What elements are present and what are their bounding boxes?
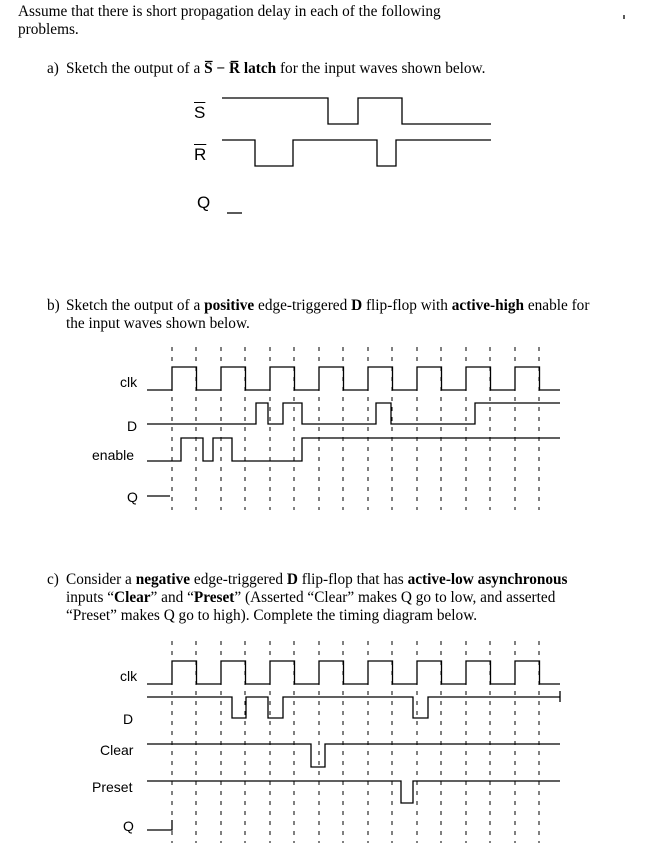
part-c-d-label: D (123, 711, 134, 727)
part-c-bold: negative (135, 571, 191, 588)
part-c-grid (172, 641, 539, 843)
part-c-bold: active-low asynchronous (407, 571, 568, 588)
part-a-text-1: Sketch the output of a (66, 60, 205, 77)
part-c-text: ” (Asserted “Clear” makes Q go to low, and asserted (234, 589, 556, 606)
part-c-q-initial (147, 820, 172, 830)
part-b-enable-label: enable (92, 447, 135, 463)
part-b-grid (172, 347, 539, 510)
part-b-q-label: Q (127, 489, 138, 505)
part-b-text: flip-flop with (362, 297, 452, 314)
part-c-clk-wave (147, 661, 560, 684)
part-c-bold: Clear (114, 589, 151, 606)
part-a-text-2: for the input waves shown below. (276, 60, 486, 77)
part-b-d-label: D (127, 418, 138, 434)
part-c-text: ” and “ (150, 589, 194, 606)
part-c-text: Consider a (66, 571, 136, 588)
part-c-line-3: “Preset” makes Q go to high). Complete the timing diagram below. (66, 607, 478, 624)
part-b-bold: D (351, 297, 363, 314)
part-c-text: inputs “ (66, 589, 115, 606)
part-c-preset-wave (147, 781, 560, 803)
part-c-preset-label: Preset (92, 779, 133, 795)
intro-line-2: problems. (18, 21, 79, 38)
part-b-text: Sketch the output of a (66, 297, 205, 314)
part-a-s-bar-wave (222, 98, 491, 124)
part-c-d-wave (147, 697, 560, 718)
part-c-bold: D (286, 571, 298, 588)
part-a-r-bar-label: $\overline{R}$ (194, 145, 207, 164)
part-b-bold: active-high (451, 297, 525, 314)
part-b-text: enable for (524, 297, 590, 314)
part-b-clk-label: clk (120, 374, 138, 390)
part-c-clear-label: Clear (100, 742, 134, 758)
part-b-enable-wave (147, 438, 560, 461)
part-b-bold: positive (204, 297, 255, 314)
part-c-text: edge-triggered (190, 571, 287, 588)
intro-line-1: Assume that there is short propagation delay in each of the following (18, 3, 441, 20)
part-c-clear-wave (147, 744, 560, 767)
part-a-s-bar-label: $\overline{S}$ (194, 103, 206, 122)
part-b-line-2: the input waves shown below. (66, 315, 250, 332)
part-a-marker: a) (47, 60, 59, 77)
part-b-d-wave (147, 403, 560, 424)
part-b-clk-wave (147, 367, 560, 390)
part-b-text: edge-triggered (254, 297, 352, 314)
part-c-clk-label: clk (120, 668, 138, 684)
part-c-marker: c) (47, 571, 59, 588)
part-c-q-label: Q (123, 818, 134, 834)
part-c-bold: Preset (193, 589, 235, 606)
part-a-q-label: Q (197, 193, 211, 212)
part-a-r-bar-wave (222, 140, 491, 166)
part-c-text: flip-flop that has (297, 571, 408, 588)
part-a-latch-name: S̅ − R̅ latch (204, 60, 277, 77)
part-b-marker: b) (47, 297, 60, 314)
